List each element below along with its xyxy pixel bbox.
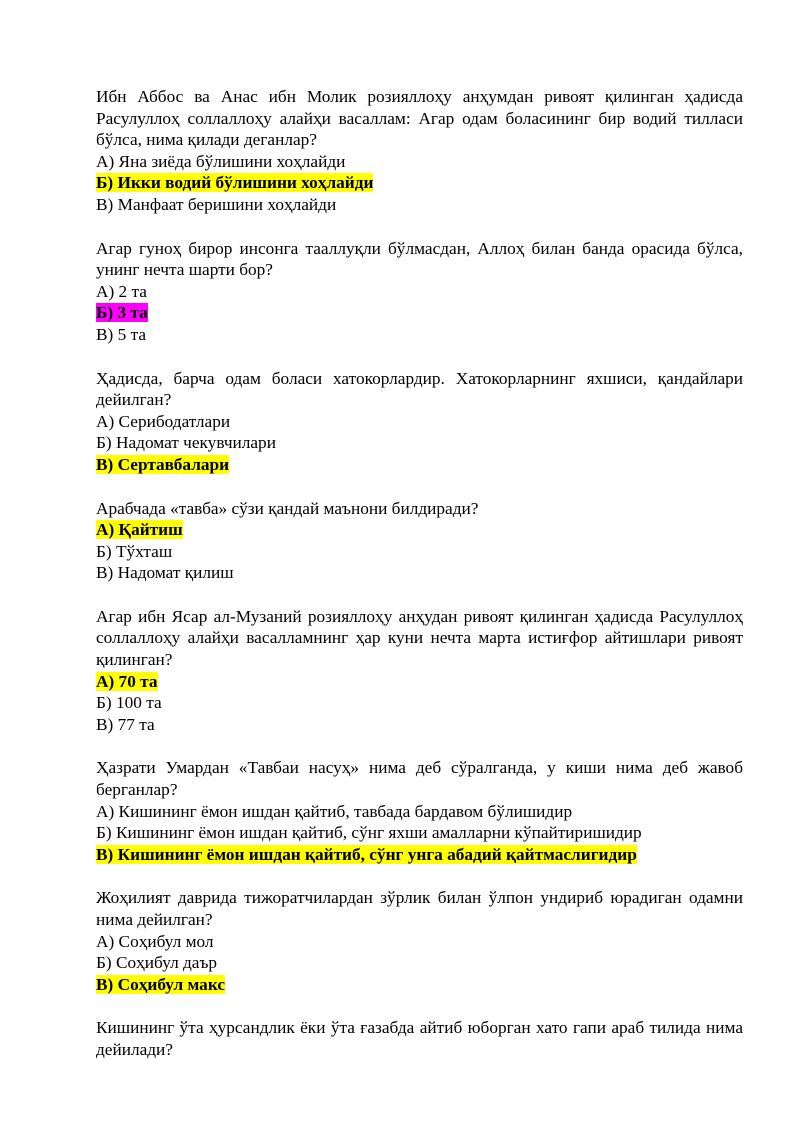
question-text: Ҳадисда, барча одам боласи хатокорлардир. Хатокорларнинг яхшиси, қандайлари дейилган? <box>96 368 743 410</box>
question-block-3 <box>96 368 743 476</box>
question-text: Ибн Аббос ва Анас ибн Молик розияллоҳу анҳумдан ривоят қилинган ҳадисда Расулуллоҳ соллаллоҳу алайҳи васаллам: Агар одам боласининг бир водий тилласи бўлса, нима қилади деганлар? <box>96 87 743 150</box>
document-page <box>96 86 743 1083</box>
correct-answer-option: Б) Икки водий бўлишини хоҳлайди <box>96 173 374 193</box>
question-text: Кишининг ўта ҳурсандлик ёки ўта ғазабда айтиб юборган хато гапи араб тилида нима дейилади? <box>96 1018 743 1059</box>
question-block-2 <box>96 238 743 346</box>
answer-option: А) Серибодатлари <box>96 411 231 431</box>
answer-option: В) Надомат қилиш <box>96 563 234 583</box>
question-block-7 <box>96 887 743 995</box>
question-text: Агар гуноҳ бирор инсонга тааллуқли бўлмасдан, Аллоҳ билан банда орасида бўлса, унинг нечта шарти бор? <box>96 238 743 280</box>
question-block-6 <box>96 757 743 865</box>
answer-option: А) Яна зиёда бўлишини хоҳлайди <box>96 151 346 171</box>
question-text: Арабчада «тавба» сўзи қандай маънони билдиради? <box>96 498 479 518</box>
answer-option: В) Манфаат беришини хоҳлайди <box>96 194 337 214</box>
question-block-8 <box>96 1017 743 1060</box>
correct-answer-option: В) Сертавбалари <box>96 454 230 474</box>
question-block-4 <box>96 498 743 584</box>
correct-answer-option: В) Кишининг ёмон ишдан қайтиб, сўнг унга абадий қайтмаслигидир <box>96 844 637 864</box>
correct-answer-option: Б) 3 та <box>96 303 148 323</box>
question-text: Ҳазрати Умардан «Тавбаи насуҳ» нима деб сўралганда, у киши нима деб жавоб берганлар? <box>96 758 743 800</box>
answer-option: Б) Тўхташ <box>96 541 173 561</box>
answer-option: Б) Соҳибул даър <box>96 953 218 973</box>
question-text: Агар ибн Ясар ал-Музаний розияллоҳу анҳудан ривоят қилинган ҳадисда Расулуллоҳ соллаллоҳу алайҳи васалламнинг ҳар куни нечта марта истиғфор айтишлари ривоят қилинган? <box>96 606 743 670</box>
correct-answer-option: А) 70 та <box>96 671 158 691</box>
answer-option: Б) Кишининг ёмон ишдан қайтиб, сўнг яхши амалларни кўпайтиришидир <box>96 823 642 843</box>
correct-answer-option: В) Соҳибул макс <box>96 974 226 994</box>
answer-option: В) 77 та <box>96 714 155 734</box>
answer-option: А) Кишининг ёмон ишдан қайтиб, тавбада бардавом бўлишидир <box>96 801 573 821</box>
correct-answer-option: А) Қайтиш <box>96 520 183 540</box>
question-block-5 <box>96 606 743 736</box>
question-text: Жоҳилият даврида тижоратчилардан зўрлик билан ўлпон ундириб юрадиган одамни нима дейилган? <box>96 888 743 929</box>
answer-option: А) Соҳибул мол <box>96 931 214 951</box>
answer-option: Б) Надомат чекувчилари <box>96 433 276 453</box>
question-block-1 <box>96 86 743 216</box>
answer-option: В) 5 та <box>96 324 146 344</box>
answer-option: А) 2 та <box>96 281 147 301</box>
answer-option: Б) 100 та <box>96 693 162 713</box>
